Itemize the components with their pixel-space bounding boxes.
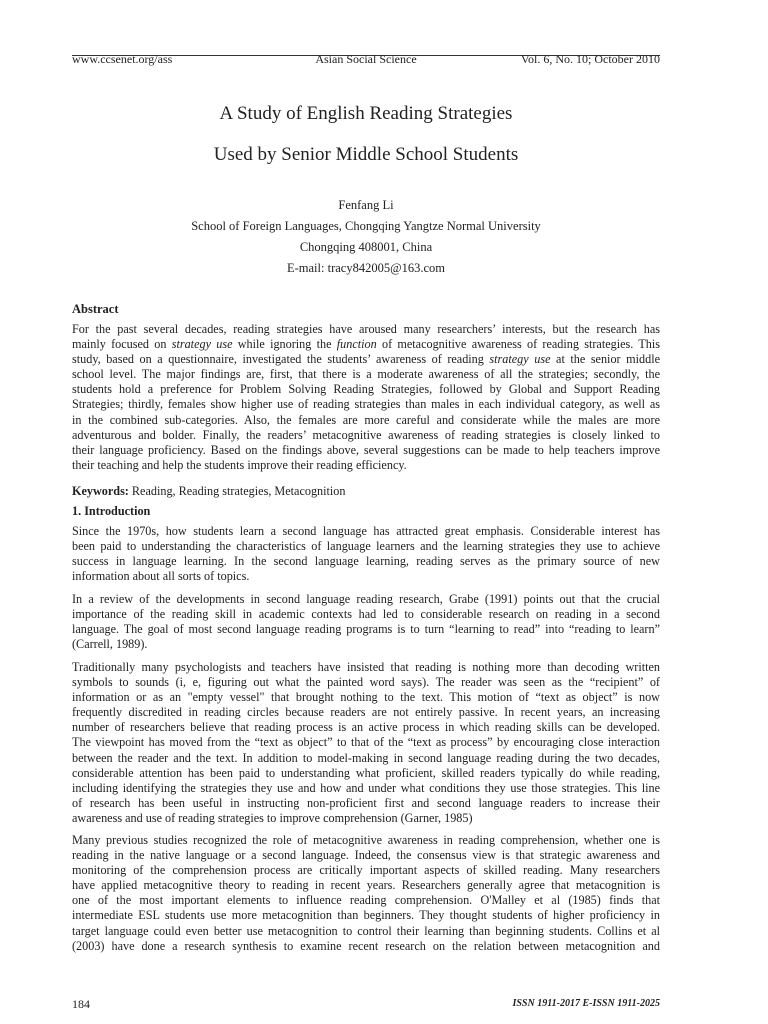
text-line: (Carrell, 1989). [72,637,148,652]
text-line: monitoring of the comprehension process are critically important aspects of skilled reading. Many researchers [72,863,660,878]
author-email[interactable]: E-mail: tracy842005@163.com [286,261,445,275]
author-name: Fenfang Li [338,198,394,212]
intro-paragraph-2 [72,592,660,652]
text-line: information or as an "empty vessel" that brought nothing to the text. This motion of “text as object” is now [72,690,660,705]
issue-info: Vol. 6, No. 10; October 2010 [520,52,660,66]
journal-name: Asian Social Science [315,52,417,66]
text-line: In a review of the developments in second language reading research, Grabe (1991) points out that the crucial [72,592,660,606]
text-line: information about all sorts of topics. [72,569,250,584]
text-line: importance of the reading skill in academic contexts had led to considerable research on reading in a second [72,607,660,622]
keywords-text: Reading, Reading strategies, Metacognition [131,484,346,498]
text-line: awareness and use of reading strategies to improve comprehension (Garner, 1985) [72,810,473,825]
running-header [72,52,660,66]
text-line: considerable attention has been paid to understanding what proficient, skilled readers typically do while reading, [72,765,660,780]
text-line: of research has been useful in instructing non-proficient first and second language readers to increase their [72,795,660,810]
text-line: in the combined sub-categories. Also, the females are more careful and considerate while the males are more [72,412,660,427]
author-address: Chongqing 408001, China [299,240,433,254]
text-line: one of the most important elements to influence reading comprehension. O'Malley et al (1985) finds that [72,893,660,908]
text-line: been paid to understanding the characteristics of language learners and the learning strategies they use to achieve [72,539,660,554]
text-line: Traditionally many psychologists and teachers have insisted that reading is nothing more than decoding written [72,660,660,674]
journal-website[interactable]: www.ccsenet.org/ass [72,52,173,66]
text-line: frequently discredited in reading circles because readers are not entirely passive. In recent years, an increasing [72,705,660,720]
text-line: Since the 1970s, how students learn a second language has attracted great emphasis. Considerable interest has [72,524,660,538]
text-line: success in language learning. In the second language learning, reading serves as the primary source of new [72,554,660,569]
paper-title-line-1: A Study of English Reading Strategies [219,103,513,124]
abstract-body [72,322,660,473]
intro-paragraph-1 [72,524,660,584]
text-line: study, based on a questionnaire, investigated the students’ awareness of reading strategy use at the senior middle [72,352,660,367]
text-line: language. The goal of most second language reading programs is to turn “learning to read” into “reading to learn” [72,622,660,637]
text-line: Strategies; thirdly, females show higher use of reading strategies than males in each individual category, as well as [72,397,660,412]
paper-title-line-2: Used by Senior Middle School Students [213,144,519,165]
keywords [72,484,346,499]
text-line: students hold a preference for Problem Solving Reading Strategies, followed by Global and Support Reading [72,382,660,397]
text-line: number of researchers believe that reading process is an active process in which reading skills can be developed. [72,720,660,735]
text-line: mainly focused on strategy use while ignoring the function of metacognitive awareness of reading strategies. This [72,337,661,352]
text-line: For the past several decades, reading strategies have aroused many researchers’ interests, but the research has [72,322,660,336]
text-line: between the reader and the text. In addition to model-making in second language reading during the two decades, [72,750,660,765]
author-affiliation: School of Foreign Languages, Chongqing Yangtze Normal University [191,219,541,233]
page-number: 184 [72,997,90,1011]
issn-info: ISSN 1911-2017 E-ISSN 1911-2025 [512,998,660,1009]
text-line: Many previous studies recognized the role of metacognitive awareness in reading comprehension, whether one is [72,833,660,847]
keywords-label: Keywords: [72,484,129,498]
section-heading-introduction: 1. Introduction [72,504,151,518]
text-line: intermediate ESL students use more metacognition than beginners. They thought students of higher proficiency in [72,908,660,923]
text-line: their teaching and help the students improve their reading efficiency. [72,457,407,472]
text-line: adventurous and bolder. Finally, the readers’ metacognitive awareness of reading strategies is closely linked to [72,427,660,442]
text-line: target language could even better use metacognition to control their learning than beginning students. Collins et al [72,923,660,938]
text-line: school level. The major findings are, first, that there is a moderate awareness of all the strategies; secondly, the [72,367,660,382]
paper-page [72,0,660,1024]
text-line: have applied metacognitive theory to reading in recent years. Researchers generally agree that metacognition is [72,878,660,893]
text-line: (2003) have done a research synthesis to examine recent research on the relation between metacognition and [72,938,660,953]
text-line: reading in the native language or a second language. Indeed, the consensus view is that strategic awareness and [72,848,660,863]
text-line: their language proficiency. Based on the findings above, several suggestions can be made to help teachers improve [72,442,660,457]
text-line: The viewpoint has moved from the “text as object” to that of the “text as process” by encouraging close interaction [72,735,660,750]
text-line: including identifying the strategies they use and how and under what conditions they use those strategies. This line [72,780,660,795]
intro-paragraph-3 [72,660,660,826]
abstract-heading: Abstract [72,302,119,316]
text-line: symbols to sounds (i, e, figuring out what the painted word says). The reader was seen as the “recipient” of [72,675,660,690]
intro-paragraph-4 [72,833,660,954]
